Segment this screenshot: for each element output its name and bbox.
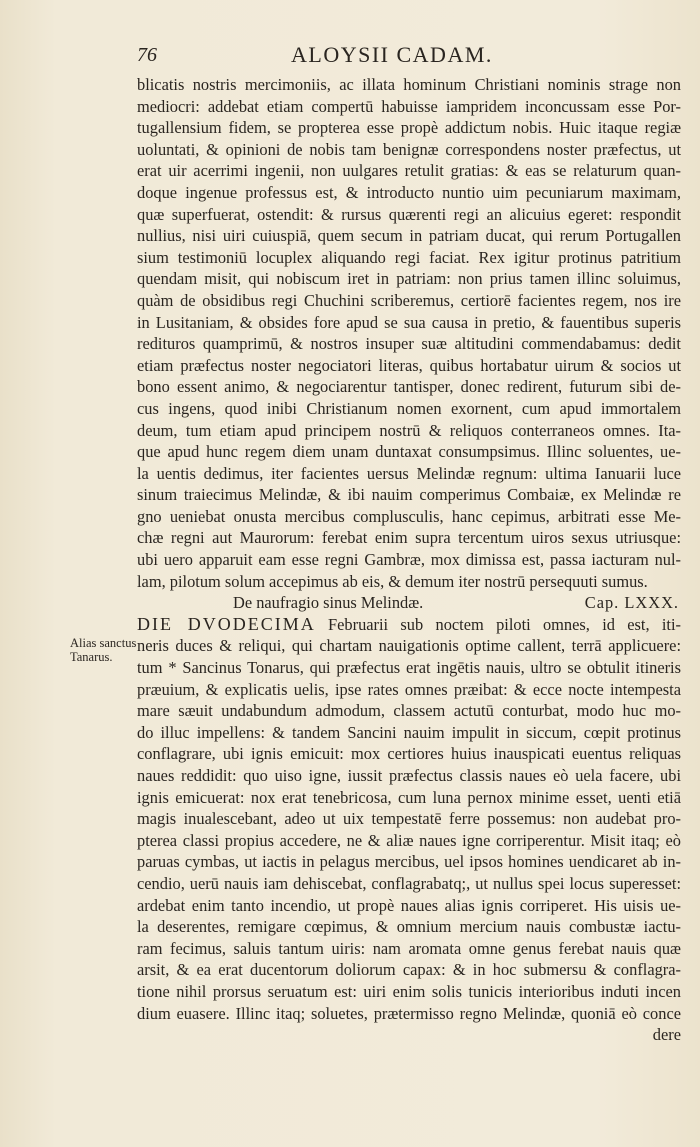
text-line: bono essent animo, & negociarentur tantisper, donec redirent, futurum sibi de-: [137, 377, 681, 397]
chapter-title: De naufragio sinus Melindæ.: [233, 593, 424, 613]
text-line: sinum traiecimus Melindæ, & ibi nauim comperimus Combaiæ, ex Melindæ re: [137, 485, 681, 505]
text-line: neris duces & reliqui, qui chartam nauigationis optime callent, terrā applicuere:: [137, 636, 681, 656]
text-line: præuium, & explicatis uelis, ipse rates omnes præibat: & ecce nocte intempesta: [137, 679, 681, 699]
text-line: ardebat enim tanto incendio, ut propè naues alias ignis corriperet. His uisis ue-: [137, 895, 681, 915]
text-line: pterea classi propius accedere, ne & aliæ naues igne corriperentur. Misit itaq; eò: [137, 830, 681, 850]
text-line: sium testimoniū locuplex aliquando regi faciat. Rex igitur protinus patritium: [137, 247, 681, 267]
text-line: chæ regni aut Maurorum: ferebat enim supra tercentum uiros sexus utriusque:: [137, 528, 681, 548]
text-line: gno ueniebat onusta mercibus complusculis, hanc cepimus, arbitrati esse Me-: [137, 506, 681, 526]
margin-note-line: Tanarus.: [70, 650, 113, 664]
text-line: que apud hunc regem diem unam duntaxat consumpsimus. Illinc soluentes, ue-: [137, 442, 681, 462]
text-line: ubi uero apparuit eam esse regni Gambræ, mox dimissa est, passa iacturam nul-: [137, 550, 681, 570]
text-line: in Lusitaniam, & obsides fore apud se sua causa in pretio, & fauentibus superis: [137, 312, 681, 332]
first-line-text: Februarii sub noctem piloti omnes, id est, iti-: [328, 614, 681, 634]
running-title: ALOYSII CADAM.: [291, 42, 493, 67]
margin-note-line: Alias sanctus: [70, 636, 137, 650]
catchword: dere: [652, 1025, 681, 1045]
chapter-first-line: [137, 614, 681, 636]
text-line: erat uir acerrimi ingenii, non uulgares retulit gratias: & eas se relaturum quan-: [137, 161, 681, 181]
text-line: cus ingens, quod inibi Christianum nomen exornent, cum apud immortalem: [137, 398, 681, 418]
text-line: redituros quamprimū, & nostros insuper suæ altitudini commendabamus: dedit: [137, 334, 681, 354]
text-line: naues reddidit: quo uiso igne, iussit præfectus classis naues eò uela facere, ubi: [137, 766, 681, 785]
text-line: ignis emicuerat: nox erat tenebricosa, cum luna pernox minime esset, uenti etiā: [137, 787, 681, 807]
running-header: [0, 40, 700, 70]
text-line: tione nihil prorsus seruatum est: uiri enim solis tunicis interioribus induti incen: [137, 981, 681, 1001]
text-line: dium euasere. Illinc itaq; soluetes, prætermisso regno Melindæ, quoniā eò conce: [137, 1003, 681, 1023]
text-line: conflagrare, ubi ignis emicuit: mox certiores huius inauspicati euentus reliquas: [137, 744, 681, 764]
text-block-2: [137, 635, 681, 1024]
text-line: tum * Sancinus Tonarus, qui præfectus erat ingētis nauis, ultro se obtulit itineris: [137, 658, 681, 678]
text-line: mare sæuit undabundum admodum, classem actutū conturbat, modo huc mo-: [137, 701, 681, 721]
text-line: tugallensium fidem, se propterea esse propè addictum nobis. Huic itaque regiæ: [137, 118, 681, 138]
text-block-1: [137, 74, 681, 592]
text-line: do illuc impellens: & tandem Sancini nauim impulit in siccum, cœpit protinus: [137, 722, 681, 742]
text-line: arsit, & ea erat ducentorum doliorum capax: & in hoc submersu & conflagra-: [137, 960, 681, 980]
text-line: mediocri: addebat etiam compertū habuisse iampridem inconcussam esse Por-: [137, 96, 681, 116]
text-line: magis inualescebant, adeo ut uix tempestatē ferre possemus: non audebat pro-: [137, 809, 681, 829]
text-line: nullius, nisi uiri cuiuspiā, quem secum in patriam ducat, qui rerum Portugallen: [137, 226, 681, 246]
text-line: cendio, uerū nauis iam dehiscebat, conflagrabatq;, ut nullus spei locus superesset:: [137, 873, 681, 893]
chapter-number: Cap. LXXX.: [584, 593, 679, 613]
text-line: la uentis dedimus, iter facientes uersus Melindæ regnum: ultima Ianuarii luce: [137, 463, 681, 483]
text-line: quàm de obsidibus regi Chuchini scriberemus, certiorē facientes regem, nos ire: [137, 290, 681, 310]
text-line: lam, pilotum solum accepimus ab eis, & demum iter nostrū persequuti sumus.: [137, 571, 648, 591]
text-line: deum, tum etiam apud principem nostrū & reliquos conterraneos omnes. Ita-: [137, 420, 681, 440]
chapter-heading: [137, 592, 681, 614]
text-line: doque ingenue professus est, & introducto nuntio uim pecuniarum maximam,: [137, 182, 681, 202]
text-line: la deserentes, remigare cœpimus, & omnium mercium nauis combustæ iactu-: [137, 917, 681, 937]
text-column: [137, 74, 681, 1046]
text-line: ram fecimus, saluis tantum uiris: nam aromata omne genus ferebat nauis quæ: [137, 938, 681, 958]
text-line: blicatis nostris mercimoniis, ac illata hominum Christiani nominis strage non: [137, 75, 681, 94]
opening-words: DIE DVODECIMA: [137, 613, 316, 634]
text-line: etiam præfectus noster negociatori literas, quibus hortabatur uirum & socios ut: [137, 355, 681, 375]
text-line: paruas cymbas, ut iactis in pelagus mercibus, uel ipsos homines uendicaret ab in-: [137, 852, 681, 872]
margin-note: [70, 636, 136, 664]
page-number: 76: [137, 44, 157, 66]
text-line: quendam misit, qui nobiscum iret in patriam: non prius tamen illinc soluimus,: [137, 269, 681, 289]
text-line: quæ superfuerat, ostendit: & rursus quærenti regi an alicuius egeret: respondit: [137, 204, 681, 224]
text-line: uoluntati, & opinioni de nobis tam benignæ correspondens noster præfectus, ut: [137, 139, 681, 159]
